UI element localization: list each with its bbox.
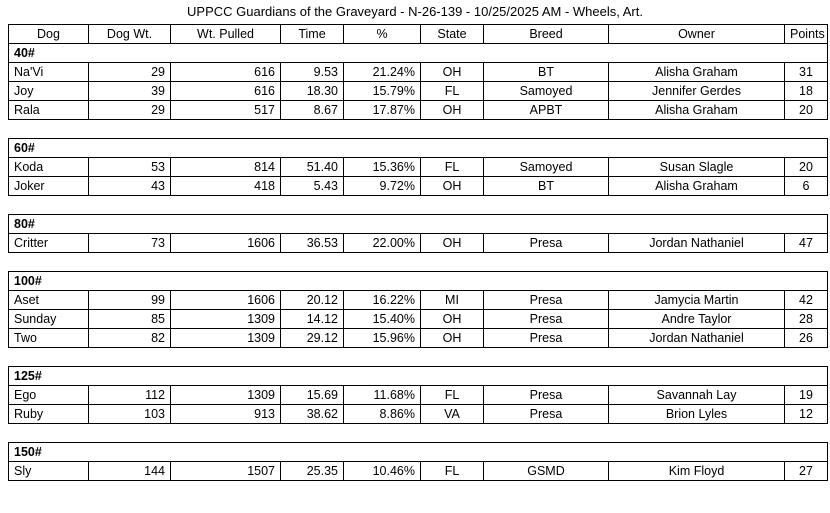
owner-cell: Alisha Graham xyxy=(609,101,785,120)
owner-cell: Alisha Graham xyxy=(609,63,785,82)
weight-class-label: 40# xyxy=(9,44,828,63)
sheet-title: UPPCC Guardians of the Graveyard - N-26-139 - 10/25/2025 AM - Wheels, Art. xyxy=(187,4,643,19)
state-cell: OH xyxy=(421,177,484,196)
time-cell: 5.43 xyxy=(281,177,344,196)
col-header-points: Points xyxy=(785,25,828,44)
time-cell: 15.69 xyxy=(281,386,344,405)
breed-cell: APBT xyxy=(484,101,609,120)
col-header-state: State xyxy=(421,25,484,44)
weight-pulled-cell: 1309 xyxy=(171,386,281,405)
dog-weight-cell: 43 xyxy=(89,177,171,196)
points-cell: 27 xyxy=(785,462,828,481)
breed-cell: BT xyxy=(484,63,609,82)
breed-cell: Presa xyxy=(484,291,609,310)
points-cell: 42 xyxy=(785,291,828,310)
points-cell: 47 xyxy=(785,234,828,253)
owner-cell: Brion Lyles xyxy=(609,405,785,424)
dog-weight-cell: 103 xyxy=(89,405,171,424)
percent-cell: 15.79% xyxy=(344,82,421,101)
dog-cell: Sly xyxy=(9,462,89,481)
weight-class-label: 60# xyxy=(9,139,828,158)
dog-cell: Critter xyxy=(9,234,89,253)
col-header-time: Time xyxy=(281,25,344,44)
state-cell: OH xyxy=(421,101,484,120)
weight-pulled-cell: 1606 xyxy=(171,291,281,310)
weight-class-label: 100# xyxy=(9,272,828,291)
state-cell: OH xyxy=(421,234,484,253)
time-cell: 29.12 xyxy=(281,329,344,348)
breed-cell: Samoyed xyxy=(484,158,609,177)
spacer-row xyxy=(9,196,828,215)
state-cell: FL xyxy=(421,462,484,481)
breed-cell: Presa xyxy=(484,386,609,405)
dog-cell: Two xyxy=(9,329,89,348)
points-cell: 6 xyxy=(785,177,828,196)
percent-cell: 9.72% xyxy=(344,177,421,196)
time-cell: 36.53 xyxy=(281,234,344,253)
table-row xyxy=(9,310,828,329)
owner-cell: Alisha Graham xyxy=(609,177,785,196)
percent-cell: 15.36% xyxy=(344,158,421,177)
table-row xyxy=(9,101,828,120)
col-header-breed: Breed xyxy=(484,25,609,44)
table-row xyxy=(9,386,828,405)
dog-cell: Rala xyxy=(9,101,89,120)
dog-cell: Ego xyxy=(9,386,89,405)
weight-pulled-cell: 418 xyxy=(171,177,281,196)
owner-cell: Jordan Nathaniel xyxy=(609,329,785,348)
weight-pulled-cell: 616 xyxy=(171,63,281,82)
points-cell: 26 xyxy=(785,329,828,348)
spacer-row xyxy=(9,120,828,139)
breed-cell: BT xyxy=(484,177,609,196)
time-cell: 51.40 xyxy=(281,158,344,177)
time-cell: 8.67 xyxy=(281,101,344,120)
dog-cell: Joy xyxy=(9,82,89,101)
dog-weight-cell: 53 xyxy=(89,158,171,177)
owner-cell: Kim Floyd xyxy=(609,462,785,481)
owner-cell: Jennifer Gerdes xyxy=(609,82,785,101)
state-cell: FL xyxy=(421,158,484,177)
state-cell: FL xyxy=(421,82,484,101)
points-cell: 19 xyxy=(785,386,828,405)
table-row xyxy=(9,462,828,481)
state-cell: MI xyxy=(421,291,484,310)
col-header-dog: Dog xyxy=(9,25,89,44)
points-cell: 18 xyxy=(785,82,828,101)
breed-cell: Presa xyxy=(484,405,609,424)
col-header-owner: Owner xyxy=(609,25,785,44)
table-row xyxy=(9,405,828,424)
weight-class-label: 125# xyxy=(9,367,828,386)
weight-class-row xyxy=(9,272,828,291)
breed-cell: Presa xyxy=(484,329,609,348)
points-cell: 31 xyxy=(785,63,828,82)
table-row xyxy=(9,291,828,310)
points-cell: 28 xyxy=(785,310,828,329)
table-row xyxy=(9,158,828,177)
state-cell: OH xyxy=(421,329,484,348)
dog-weight-cell: 85 xyxy=(89,310,171,329)
percent-cell: 8.86% xyxy=(344,405,421,424)
percent-cell: 21.24% xyxy=(344,63,421,82)
spacer-row xyxy=(9,253,828,272)
state-cell: OH xyxy=(421,310,484,329)
dog-cell: Koda xyxy=(9,158,89,177)
col-header-percent: % xyxy=(344,25,421,44)
points-cell: 12 xyxy=(785,405,828,424)
breed-cell: GSMD xyxy=(484,462,609,481)
dog-cell: Ruby xyxy=(9,405,89,424)
dog-weight-cell: 144 xyxy=(89,462,171,481)
time-cell: 18.30 xyxy=(281,82,344,101)
weight-class-row xyxy=(9,44,828,63)
percent-cell: 16.22% xyxy=(344,291,421,310)
percent-cell: 11.68% xyxy=(344,386,421,405)
table-row xyxy=(9,234,828,253)
percent-cell: 17.87% xyxy=(344,101,421,120)
table-row xyxy=(9,82,828,101)
weight-pulled-cell: 1309 xyxy=(171,329,281,348)
weight-class-row xyxy=(9,443,828,462)
dog-weight-cell: 99 xyxy=(89,291,171,310)
weight-pulled-cell: 1507 xyxy=(171,462,281,481)
state-cell: OH xyxy=(421,63,484,82)
dog-weight-cell: 112 xyxy=(89,386,171,405)
spacer-row xyxy=(9,348,828,367)
weight-class-label: 80# xyxy=(9,215,828,234)
header-row xyxy=(9,25,828,44)
owner-cell: Susan Slagle xyxy=(609,158,785,177)
table-row xyxy=(9,177,828,196)
dog-weight-cell: 29 xyxy=(89,101,171,120)
percent-cell: 15.96% xyxy=(344,329,421,348)
dog-cell: Sunday xyxy=(9,310,89,329)
weight-pulled-cell: 913 xyxy=(171,405,281,424)
percent-cell: 10.46% xyxy=(344,462,421,481)
results-table xyxy=(8,24,828,481)
time-cell: 9.53 xyxy=(281,63,344,82)
dog-cell: Joker xyxy=(9,177,89,196)
owner-cell: Jordan Nathaniel xyxy=(609,234,785,253)
state-cell: FL xyxy=(421,386,484,405)
weight-class-row xyxy=(9,215,828,234)
points-cell: 20 xyxy=(785,158,828,177)
dog-weight-cell: 82 xyxy=(89,329,171,348)
col-header-weight-pulled: Wt. Pulled xyxy=(171,25,281,44)
weight-class-label: 150# xyxy=(9,443,828,462)
weight-pulled-cell: 1606 xyxy=(171,234,281,253)
breed-cell: Samoyed xyxy=(484,82,609,101)
owner-cell: Savannah Lay xyxy=(609,386,785,405)
dog-weight-cell: 73 xyxy=(89,234,171,253)
state-cell: VA xyxy=(421,405,484,424)
points-cell: 20 xyxy=(785,101,828,120)
dog-cell: Aset xyxy=(9,291,89,310)
spacer-row xyxy=(9,424,828,443)
dog-weight-cell: 39 xyxy=(89,82,171,101)
time-cell: 25.35 xyxy=(281,462,344,481)
breed-cell: Presa xyxy=(484,310,609,329)
weight-class-row xyxy=(9,367,828,386)
weight-pulled-cell: 517 xyxy=(171,101,281,120)
col-header-dog-weight: Dog Wt. xyxy=(89,25,171,44)
weight-pulled-cell: 616 xyxy=(171,82,281,101)
table-row xyxy=(9,329,828,348)
owner-cell: Jamycia Martin xyxy=(609,291,785,310)
weight-pulled-cell: 1309 xyxy=(171,310,281,329)
table-row xyxy=(9,63,828,82)
time-cell: 14.12 xyxy=(281,310,344,329)
owner-cell: Andre Taylor xyxy=(609,310,785,329)
weight-pulled-cell: 814 xyxy=(171,158,281,177)
weight-class-row xyxy=(9,139,828,158)
percent-cell: 15.40% xyxy=(344,310,421,329)
percent-cell: 22.00% xyxy=(344,234,421,253)
dog-weight-cell: 29 xyxy=(89,63,171,82)
time-cell: 38.62 xyxy=(281,405,344,424)
time-cell: 20.12 xyxy=(281,291,344,310)
breed-cell: Presa xyxy=(484,234,609,253)
dog-cell: Na'Vi xyxy=(9,63,89,82)
